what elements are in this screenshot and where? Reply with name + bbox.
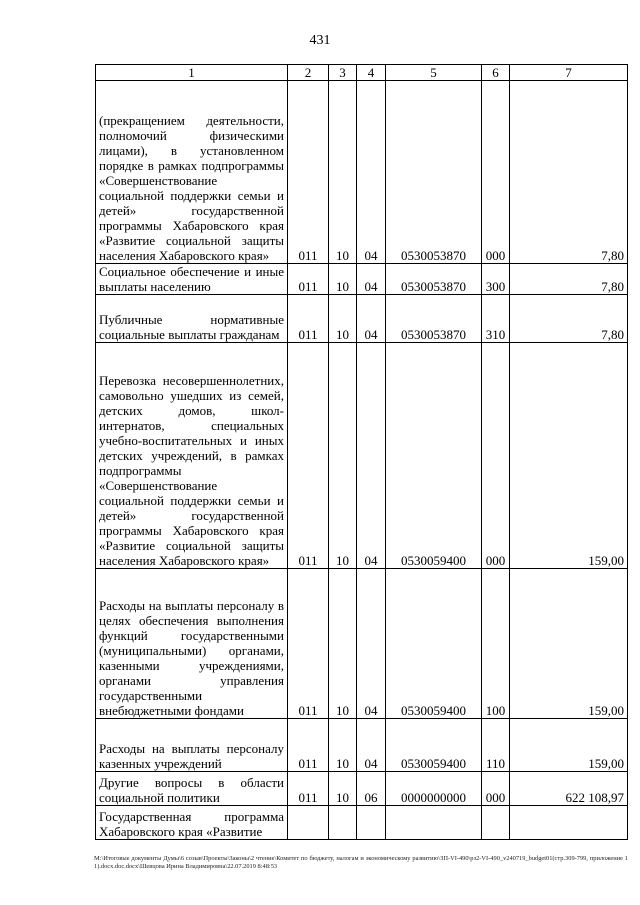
cell-subsection	[357, 806, 386, 840]
table-row	[96, 806, 628, 840]
header-row	[96, 65, 628, 81]
cell-ministry: 011	[288, 81, 329, 264]
cell-section: 10	[329, 772, 357, 806]
cell-section	[329, 806, 357, 840]
cell-ministry: 011	[288, 772, 329, 806]
cell-section: 10	[329, 81, 357, 264]
cell-expense-type: 300	[482, 264, 510, 295]
row-name: Государственная программа Хабаровского края «Развитие	[96, 806, 288, 840]
cell-section: 10	[329, 719, 357, 772]
cell-target-article: 0530059400	[386, 569, 482, 719]
table-row	[96, 81, 628, 264]
cell-ministry: 011	[288, 295, 329, 343]
cell-section: 10	[329, 264, 357, 295]
cell-ministry: 011	[288, 719, 329, 772]
cell-subsection: 04	[357, 343, 386, 569]
header-col-7: 7	[510, 65, 628, 81]
cell-subsection: 04	[357, 569, 386, 719]
cell-target-article: 0530059400	[386, 719, 482, 772]
table-row	[96, 264, 628, 295]
cell-ministry	[288, 806, 329, 840]
cell-target-article: 0530059400	[386, 343, 482, 569]
cell-section: 10	[329, 569, 357, 719]
cell-ministry: 011	[288, 264, 329, 295]
cell-ministry: 011	[288, 343, 329, 569]
header-col-1: 1	[96, 65, 288, 81]
cell-amount: 7,80	[510, 295, 628, 343]
cell-ministry: 011	[288, 569, 329, 719]
cell-expense-type: 000	[482, 343, 510, 569]
cell-target-article: 0530053870	[386, 81, 482, 264]
table-row	[96, 719, 628, 772]
budget-table	[95, 64, 628, 840]
cell-amount	[510, 806, 628, 840]
cell-expense-type	[482, 806, 510, 840]
row-name: Публичные нормативные социальные выплаты гражданам	[96, 295, 288, 343]
header-col-2: 2	[288, 65, 329, 81]
cell-amount: 159,00	[510, 343, 628, 569]
document-path-footer: М:\Итоговые документы Думы\6 созыв\Проекты\Законы\2 чтение\Комитет по бюджету, налогам и экономическому развитию\ЗП-VI-490\рз2-VI-490_v240719_budget01(стр.309-799, приложение 11).docx.doc.docx\Шевцова Ирина Владимировна\22.07.2019 8:48:53	[94, 855, 628, 870]
table-row	[96, 295, 628, 343]
header-col-6: 6	[482, 65, 510, 81]
row-name: (прекращением деятельности, полномочий физическими лицами), в установленном порядке в рамках подпрограммы «Совершенствование социальной поддержки семьи и детей» государственной программы Хабаровского края «Развитие социальной защиты населения Хабаровского края»	[96, 81, 288, 264]
cell-expense-type: 000	[482, 81, 510, 264]
cell-amount: 622 108,97	[510, 772, 628, 806]
row-name: Расходы на выплаты персоналу в целях обеспечения выполнения функций государственными (муниципальными) органами, казенными учреждениями, органами управления государственными внебюджетными фондами	[96, 569, 288, 719]
row-name: Другие вопросы в области социальной политики	[96, 772, 288, 806]
cell-expense-type: 000	[482, 772, 510, 806]
cell-subsection: 06	[357, 772, 386, 806]
header-col-5: 5	[386, 65, 482, 81]
cell-subsection: 04	[357, 295, 386, 343]
row-name: Перевозка несовершеннолетних, самовольно ушедших из семей, детских домов, школ-интернатов, специальных учебно-воспитательных и иных детских учреждений, в рамках подпрограммы «Совершенствование социальной поддержки семьи и детей» государственной программы Хабаровского края «Развитие социальной защиты населения Хабаровского края»	[96, 343, 288, 569]
cell-expense-type: 310	[482, 295, 510, 343]
cell-amount: 159,00	[510, 569, 628, 719]
cell-subsection: 04	[357, 81, 386, 264]
cell-target-article: 0530053870	[386, 295, 482, 343]
cell-section: 10	[329, 343, 357, 569]
page-number: 431	[309, 33, 331, 48]
cell-subsection: 04	[357, 264, 386, 295]
table-row	[96, 772, 628, 806]
cell-target-article: 0000000000	[386, 772, 482, 806]
header-col-3: 3	[329, 65, 357, 81]
cell-expense-type: 110	[482, 719, 510, 772]
row-name: Расходы на выплаты персоналу казенных учреждений	[96, 719, 288, 772]
cell-target-article: 0530053870	[386, 264, 482, 295]
header-col-4: 4	[357, 65, 386, 81]
table-row	[96, 343, 628, 569]
cell-target-article	[386, 806, 482, 840]
table-row	[96, 569, 628, 719]
cell-amount: 7,80	[510, 264, 628, 295]
cell-section: 10	[329, 295, 357, 343]
cell-expense-type: 100	[482, 569, 510, 719]
cell-subsection: 04	[357, 719, 386, 772]
cell-amount: 7,80	[510, 81, 628, 264]
row-name: Социальное обеспечение и иные выплаты населению	[96, 264, 288, 295]
cell-amount: 159,00	[510, 719, 628, 772]
